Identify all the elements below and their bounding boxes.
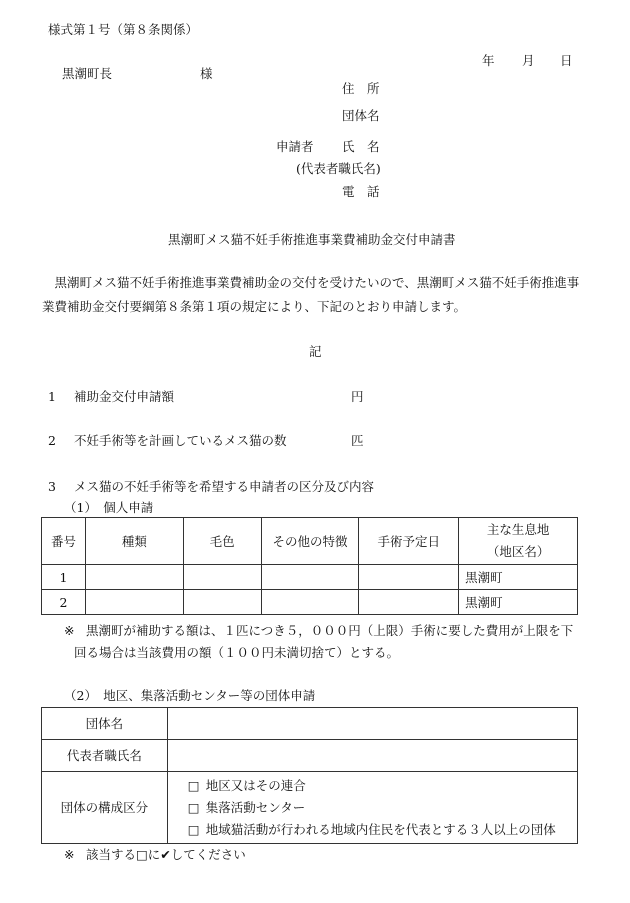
row-number: 2 (42, 590, 86, 615)
section1-note-line2: 回る場合は当該費用の額（１００円未満切捨て）とする。 (74, 645, 400, 660)
date-day: 日 (560, 53, 573, 68)
header-surgery-date: 手術予定日 (359, 518, 459, 565)
option-district[interactable] (188, 775, 577, 797)
phone-label: 電 話 (342, 184, 380, 199)
group-name-label: 団体名 (342, 108, 380, 123)
ki-label: 記 (309, 344, 322, 359)
composition-row-label: 団体の構成区分 (42, 772, 168, 844)
header-type: 種類 (85, 518, 183, 565)
body-paragraph: 黒潮町メス猫不妊手術推進事業費補助金の交付を受けたいので、黒潮町メス猫不妊手術推進事業費補助金交付要綱第８条第１項の規定により、下記のとおり申請します。 (42, 275, 580, 314)
checkbox-icon[interactable]: □ (187, 777, 200, 793)
table-row (42, 590, 578, 615)
section1-note-line1: 黒潮町が補助する額は、１匹につき５，０００円（上限）手術に要した費用が上限を下 (86, 623, 574, 638)
header-habitat-line2: （地区名） (486, 544, 550, 559)
representative-input[interactable] (167, 740, 577, 772)
surgery-date-cell[interactable] (359, 590, 459, 615)
section2-note-mark: ※ (64, 847, 75, 862)
header-habitat (459, 518, 578, 565)
composition-options (167, 772, 577, 844)
section1-note-mark: ※ (64, 623, 75, 638)
header-features: その他の特徴 (261, 518, 359, 565)
document-title: 黒潮町メス猫不妊手術推進事業費補助金交付申請書 (168, 232, 456, 247)
option-label: 集落活動センター (205, 799, 306, 815)
addressee-name: 黒潮町長 (62, 66, 113, 81)
type-cell[interactable] (85, 590, 183, 615)
type-cell[interactable] (85, 565, 183, 590)
checkbox-icon[interactable]: □ (187, 821, 200, 837)
option-label: 地区又はその連合 (205, 777, 306, 793)
features-cell[interactable] (261, 590, 359, 615)
option-residents-group[interactable] (188, 819, 577, 841)
header-habitat-line1: 主な生息地 (486, 522, 550, 537)
item-1-number: 1 (48, 389, 56, 404)
section2-note: 該当する□に✔してください (86, 847, 246, 862)
habitat-cell[interactable]: 黒潮町 (459, 590, 578, 615)
item-2-number: 2 (48, 433, 56, 448)
habitat-cell[interactable]: 黒潮町 (459, 565, 578, 590)
representative-label: (代表者職氏名) (296, 161, 381, 176)
item-3-number: 3 (48, 479, 56, 494)
address-label: 住 所 (342, 81, 380, 96)
header-color: 毛色 (183, 518, 261, 565)
group-name-row-label: 団体名 (42, 708, 168, 740)
color-cell[interactable] (183, 565, 261, 590)
addressee-honorific: 様 (200, 66, 213, 81)
item-2-unit: 匹 (351, 433, 364, 448)
form-number: 様式第１号（第８条関係） (48, 22, 199, 37)
header-number: 番号 (42, 518, 86, 565)
item-2-label: 不妊手術等を計画しているメス猫の数 (74, 433, 287, 448)
item-1-unit: 円 (351, 389, 364, 404)
features-cell[interactable] (261, 565, 359, 590)
color-cell[interactable] (183, 590, 261, 615)
representative-row-label: 代表者職氏名 (42, 740, 168, 772)
item-1-label: 補助金交付申請額 (74, 389, 175, 404)
applicant-label: 申請者 (276, 139, 314, 154)
table-row (42, 565, 578, 590)
row-number: 1 (42, 565, 86, 590)
item-3-label: メス猫の不妊手術等を希望する申請者の区分及び内容 (74, 479, 375, 494)
group-application-table (41, 707, 578, 844)
name-label: 氏 名 (342, 139, 380, 154)
section2-heading: （2） 地区、集落活動センター等の団体申請 (64, 688, 316, 703)
date-year: 年 (482, 53, 495, 68)
checkbox-icon[interactable]: □ (187, 799, 200, 815)
option-label: 地域猫活動が行われる地域内住民を代表とする３人以上の団体 (205, 821, 556, 837)
individual-application-table (41, 517, 578, 615)
surgery-date-cell[interactable] (359, 565, 459, 590)
option-community-center[interactable] (188, 797, 577, 819)
group-name-input[interactable] (167, 708, 577, 740)
section1-heading: （1） 個人申請 (64, 500, 154, 515)
date-month: 月 (522, 53, 535, 68)
